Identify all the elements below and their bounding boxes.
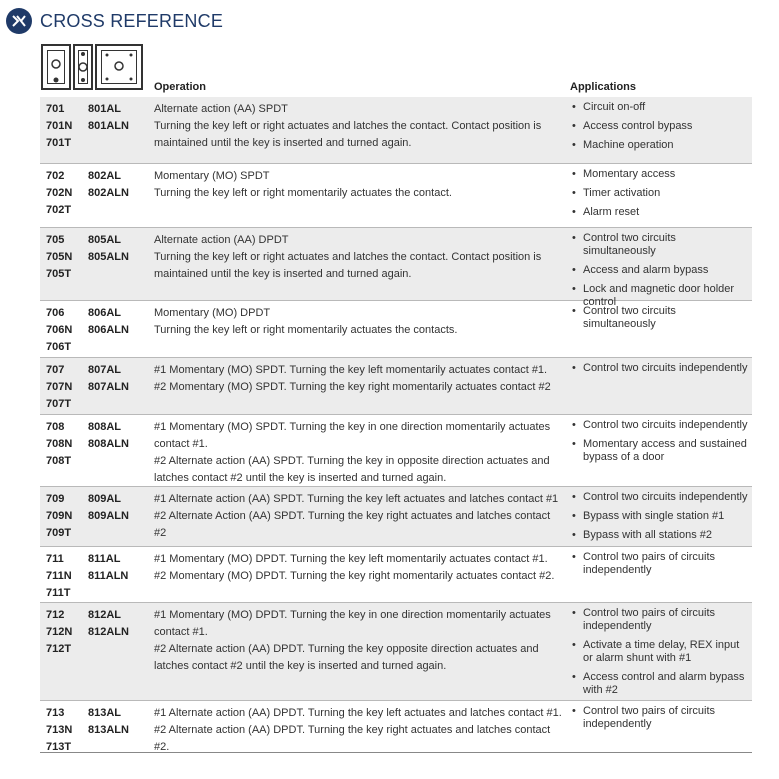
application-item: • Momentary access and sustained bypass of a door [570, 438, 748, 464]
operation-line: #2 Alternate action (AA) SPDT. Turning the key in opposite direction actuates and latches contact #2 until the key is inserted and turned again. [154, 455, 550, 484]
operation-line: #1 Momentary (MO) DPDT. Turning the key left momentarily actuates contact #1. [154, 553, 548, 565]
model-code: 809AL [88, 493, 122, 505]
operation-line: #1 Momentary (MO) SPDT. Turning the key in one direction momentarily actuates contact #1. [154, 421, 551, 450]
model-code: 711T [46, 587, 71, 599]
operation-description [154, 362, 564, 396]
model-code: 713 [46, 707, 65, 719]
model-codes-700 [46, 168, 72, 219]
model-code: 801ALN [88, 120, 129, 132]
applications-list [570, 305, 748, 337]
operation-description [154, 491, 564, 542]
model-codes-700 [46, 705, 72, 756]
table-row [40, 97, 752, 164]
applications-column-header: Applications [570, 81, 637, 93]
model-code: 702N [46, 187, 73, 199]
model-codes-800 [88, 705, 129, 739]
model-code: 701 [46, 103, 65, 115]
model-code: 708T [46, 455, 72, 467]
operation-line: Turning the key left or right actuates and latches the contact. Contact position is maintained until the key is inserted and turned again. [154, 120, 542, 149]
table-row [40, 358, 752, 415]
application-item: • Bypass with single station #1 [570, 510, 748, 523]
model-codes-700 [46, 551, 72, 602]
model-code: 707T [46, 398, 72, 410]
model-codes-800 [88, 607, 129, 641]
model-code: 802ALN [88, 187, 129, 199]
model-code: 708N [46, 438, 73, 450]
application-item: • Machine operation [570, 139, 748, 152]
applications-list [570, 101, 748, 158]
model-code: 805AL [88, 234, 122, 246]
operation-line: Turning the key left or right momentarily actuates the contact. [154, 187, 452, 199]
model-code: 808AL [88, 421, 122, 433]
model-codes-800 [88, 551, 128, 585]
model-code: 805ALN [88, 251, 129, 263]
application-item: • Access control and alarm bypass with #2 [570, 671, 748, 697]
application-item: • Lock and magnetic door holder control [570, 283, 748, 309]
application-item: • Control two circuits independently [570, 362, 748, 375]
application-item: • Activate a time delay, REX input or alarm shunt with #1 [570, 639, 748, 665]
application-item: • Access and alarm bypass [570, 264, 748, 277]
operation-line: Momentary (MO) SPDT [154, 170, 270, 182]
table-row [40, 547, 752, 603]
model-code: 807ALN [88, 381, 129, 393]
logo-icon [6, 8, 32, 34]
model-code: 809ALN [88, 510, 129, 522]
model-code: 812ALN [88, 626, 129, 638]
table-row [40, 164, 752, 228]
operation-description [154, 419, 564, 487]
model-codes-800 [88, 168, 129, 202]
operation-line: #2 Momentary (MO) DPDT. Turning the key right momentarily actuates contact #2. [154, 570, 555, 582]
table-row [40, 301, 752, 358]
model-codes-700 [46, 101, 72, 152]
model-codes-700 [46, 305, 72, 356]
model-code: 705 [46, 234, 65, 246]
model-code: 711 [46, 553, 64, 565]
model-codes-800 [88, 305, 129, 339]
applications-list [570, 168, 748, 225]
model-code: 701T [46, 137, 72, 149]
operation-line: Turning the key left or right actuates and latches the contact. Contact position is maintained until the key is inserted and turned again. [154, 251, 542, 280]
table-row [40, 487, 752, 547]
model-codes-800 [88, 419, 129, 453]
page-title: CROSS REFERENCE [40, 10, 224, 31]
table-row [40, 228, 752, 308]
model-code: 801AL [88, 103, 122, 115]
narrow-keyswitch-plate-icon [73, 44, 93, 90]
operation-line: #2 Alternate action (AA) DPDT. Turning the key opposite direction actuates and latches contact #2 until the key is inserted and turned again. [154, 643, 539, 672]
model-code: 709 [46, 493, 65, 505]
table-bottom-rule [40, 752, 752, 753]
operation-description [154, 305, 564, 339]
cross-reference-table [40, 97, 752, 753]
model-code: 813AL [88, 707, 122, 719]
application-item: • Control two circuits simultaneously [570, 305, 748, 331]
model-code: 705T [46, 268, 72, 280]
model-code: 707N [46, 381, 73, 393]
model-code: 806ALN [88, 324, 129, 336]
model-code: 709T [46, 527, 72, 539]
model-code: 811ALN [88, 570, 129, 582]
model-code: 705N [46, 251, 73, 263]
applications-list [570, 705, 748, 737]
applications-list [570, 607, 748, 703]
model-code: 707 [46, 364, 65, 376]
model-code: 711N [46, 570, 72, 582]
application-item: • Circuit on-off [570, 101, 748, 114]
model-codes-700 [46, 362, 72, 413]
application-item: • Control two circuits independently [570, 419, 748, 432]
applications-list [570, 362, 748, 381]
applications-list [570, 491, 748, 548]
model-codes-800 [88, 101, 129, 135]
application-item: • Timer activation [570, 187, 748, 200]
model-code: 702T [46, 204, 72, 216]
operation-line: #2 Momentary (MO) SPDT. Turning the key right momentarily actuates contact #2 [154, 381, 551, 393]
model-code: 806AL [88, 307, 122, 319]
model-code: 811AL [88, 553, 121, 565]
application-item: • Control two pairs of circuits independently [570, 705, 748, 731]
application-item: • Control two pairs of circuits independently [570, 551, 748, 577]
model-code: 712 [46, 609, 65, 621]
applications-list [570, 419, 748, 470]
application-item: • Alarm reset [570, 206, 748, 219]
operation-line: Alternate action (AA) DPDT [154, 234, 289, 246]
model-code: 702 [46, 170, 65, 182]
model-codes-800 [88, 232, 129, 266]
header [6, 8, 223, 34]
operation-line: #1 Alternate action (AA) SPDT. Turning the key left actuates and latches contact #1 [154, 493, 559, 505]
model-code: 708 [46, 421, 65, 433]
table-row [40, 415, 752, 487]
model-code: 813ALN [88, 724, 129, 736]
model-code: 706N [46, 324, 73, 336]
operation-line: Momentary (MO) DPDT [154, 307, 271, 319]
application-item: • Control two circuits simultaneously [570, 232, 748, 258]
square-keyswitch-plate-icon [95, 44, 143, 90]
applications-list [570, 551, 748, 583]
model-code: 812AL [88, 609, 122, 621]
model-code: 808ALN [88, 438, 129, 450]
operation-line: #2 Alternate action (AA) DPDT. Turning the key right actuates and latches contact #2. [154, 724, 551, 753]
keyswitch-plate-icon [41, 44, 71, 90]
model-code: 712T [46, 643, 72, 655]
model-code: 713T [46, 741, 72, 753]
table-row [40, 603, 752, 701]
model-code: 712N [46, 626, 73, 638]
operation-description [154, 551, 564, 585]
model-codes-700 [46, 419, 72, 470]
operation-description [154, 705, 564, 756]
operation-line: #1 Momentary (MO) SPDT. Turning the key left momentarily actuates contact #1. [154, 364, 548, 376]
model-code: 807AL [88, 364, 122, 376]
model-code: 706 [46, 307, 65, 319]
application-item: • Control two pairs of circuits independently [570, 607, 748, 633]
operation-description [154, 101, 564, 152]
application-item: • Momentary access [570, 168, 748, 181]
operation-line: #1 Momentary (MO) DPDT. Turning the key in one direction momentarily actuates contact #1. [154, 609, 551, 638]
operation-description [154, 232, 564, 283]
model-code: 709N [46, 510, 73, 522]
model-codes-800 [88, 362, 129, 396]
model-code: 701N [46, 120, 73, 132]
table-row [40, 701, 752, 753]
operation-line: Alternate action (AA) SPDT [154, 103, 288, 115]
model-code: 802AL [88, 170, 122, 182]
operation-description [154, 168, 564, 202]
model-codes-800 [88, 491, 129, 525]
operation-description [154, 607, 564, 675]
application-item: • Access control bypass [570, 120, 748, 133]
model-codes-700 [46, 232, 72, 283]
model-code: 713N [46, 724, 73, 736]
application-item: • Control two circuits independently [570, 491, 748, 504]
model-codes-700 [46, 491, 72, 542]
model-codes-700 [46, 607, 72, 658]
application-item: • Bypass with all stations #2 [570, 529, 748, 542]
device-illustrations [41, 44, 145, 90]
operation-column-header: Operation [154, 81, 206, 93]
operation-line: #2 Alternate Action (AA) SPDT. Turning the key right actuates and latches contact #2 [154, 510, 551, 539]
model-code: 706T [46, 341, 72, 353]
operation-line: #1 Alternate action (AA) DPDT. Turning the key left actuates and latches contact #1. [154, 707, 562, 719]
operation-line: Turning the key left or right momentarily actuates the contacts. [154, 324, 458, 336]
